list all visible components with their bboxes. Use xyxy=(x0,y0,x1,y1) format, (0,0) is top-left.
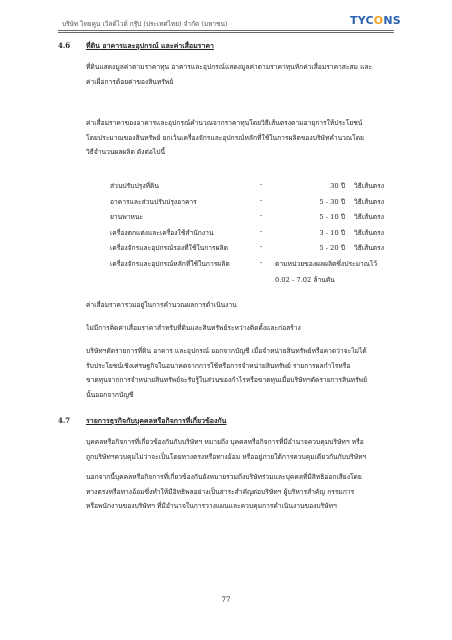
useful-life: 5 - 20 ปี xyxy=(319,244,345,253)
units-of-production-note: ตามหน่วยของผลผลิตซึ่งประมาณไว้ xyxy=(275,259,378,268)
useful-life: 5 - 30 ปี xyxy=(319,197,345,206)
method: วิธีเส้นตรง xyxy=(354,182,384,190)
dash: - xyxy=(260,211,263,220)
running-header: บริษัท ไทยคูน เวิลด์ไวด์ กรุ๊ป (ประเทศไทย) จำกัด (มหาชน) xyxy=(62,20,228,28)
useful-life: 30 ปี xyxy=(330,182,345,190)
dash: - xyxy=(260,257,263,266)
dash: - xyxy=(260,226,263,235)
table-row xyxy=(110,227,400,243)
section-title: ที่ดิน อาคารและอุปกรณ์ และค่าเสื่อมราคา xyxy=(86,41,214,50)
text-line: รับประโยชน์เชิงเศรษฐกิจในอนาคตจากการใช้หรือการจำหน่ายสินทรัพย์ รายการผลกำไรหรือ xyxy=(86,361,351,370)
asset-name: เครื่องจักรและอุปกรณ์หลักที่ใช้ในการผลิต xyxy=(110,259,230,268)
text-line: ไม่มีการคิดค่าเสื่อมราคาสำหรับที่ดินและสินทรัพย์ระหว่างติดตั้งและก่อสร้าง xyxy=(86,324,301,332)
text-line: หรือพนักงานของบริษัทฯ ที่มีอำนาจในการวางแผนและควบคุมการดำเนินงานของบริษัทฯ xyxy=(86,502,337,511)
paragraph-depreciation xyxy=(86,116,392,160)
asset-name: เครื่องจักรและอุปกรณ์รองที่ใช้ในการผลิต xyxy=(110,244,228,253)
section-number: 4.6 xyxy=(58,41,71,50)
method: วิธีเส้นตรง xyxy=(354,197,384,206)
section-title: รายการธุรกิจกับบุคคลหรือกิจการที่เกี่ยวข้องกัน xyxy=(86,416,227,425)
method: วิธีเส้นตรง xyxy=(354,228,384,237)
text-line: ค่าเสื่อมราคารวมอยู่ในการคำนวณผลการดำเนินงาน xyxy=(86,301,237,309)
useful-life: 3 - 10 ปี xyxy=(319,228,345,237)
method: วิธีเส้นตรง xyxy=(354,244,384,253)
paragraph-related-parties-extended xyxy=(86,470,392,514)
paragraph-no-depreciation-land xyxy=(86,321,392,336)
text-line: ค่าเผื่อการด้อยค่าของสินทรัพย์ xyxy=(86,77,174,86)
text-line: ที่ดินแสดงมูลค่าตามราคาทุน อาคารและอุปกรณ์แสดงมูลค่าตามราคาทุนหักค่าเสื่อมราคาสะสม และ xyxy=(86,63,373,71)
method: วิธีเส้นตรง xyxy=(354,213,384,222)
asset-name: ส่วนปรับปรุงที่ดิน xyxy=(110,182,159,190)
paragraph-related-parties xyxy=(86,435,392,464)
dash: - xyxy=(260,180,263,188)
table-row xyxy=(110,258,400,274)
table-row xyxy=(110,211,400,227)
dash: - xyxy=(260,195,263,204)
text-line: ค่าเสื่อมราคาของอาคารและอุปกรณ์คำนวณจากราคาทุนโดยวิธีเส้นตรงตามอายุการให้ประโยชน์ xyxy=(86,119,363,127)
page-number: 77 xyxy=(221,596,231,604)
table-row xyxy=(110,196,400,212)
table-row xyxy=(110,180,400,196)
asset-name: อาคารและส่วนปรับปรุงอาคาร xyxy=(110,197,197,206)
table-row xyxy=(110,242,400,258)
production-range: 0.02 - 7.02 ล้านตัน xyxy=(275,275,335,284)
text-line: ถูกบริษัทฯควบคุมไม่ว่าจะเป็นโดยทางตรงหรือทางอ้อม หรืออยู่ภายใต้การควบคุมเดียวกันกับบริษัทฯ xyxy=(86,452,367,461)
text-line: ขาดทุนจากการจำหน่ายสินทรัพย์จะรับรู้ในส่วนของกำไรหรือขาดทุนเมื่อบริษัทฯตัดรายการสินทรัพย์ xyxy=(86,376,367,385)
table-row xyxy=(110,274,400,290)
header-rule xyxy=(58,30,394,31)
useful-life: 5 - 10 ปี xyxy=(319,213,345,222)
useful-life-table xyxy=(110,180,400,289)
text-line: ทางตรงหรือทางอ้อมซึ่งทำให้มีอิทธิพลอย่างเป็นสาระสำคัญต่อบริษัทฯ ผู้บริหารสำคัญ กรรมการ xyxy=(86,487,355,496)
dash: - xyxy=(260,242,263,251)
paragraph-land-valuation xyxy=(86,60,392,89)
text-line: บุคคลหรือกิจการที่เกี่ยวข้องกันกับบริษัทฯ หมายถึง บุคคลหรือกิจการที่มีอำนาจควบคุมบริษัทฯ หรือ xyxy=(86,438,364,446)
text-line: วิธีจำนวนผลผลิต ดังต่อไปนี้ xyxy=(86,148,166,157)
header-rule-inner xyxy=(58,32,394,33)
text-line: นั้นออกจากบัญชี xyxy=(86,390,134,399)
company-logo: TYCONS xyxy=(350,14,401,27)
text-line: โดยประมาณของสินทรัพย์ ยกเว้นเครื่องจักรและอุปกรณ์หลักที่ใช้ในการผลิตของบริษัทคำนวณโดย xyxy=(86,133,364,142)
text-line: บริษัทฯตัดรายการที่ดิน อาคาร และอุปกรณ์ ออกจากบัญชี เมื่อจำหน่ายสินทรัพย์หรือคาดว่าจะไม่ได้ xyxy=(86,347,367,355)
section-number: 4.7 xyxy=(58,416,71,425)
paragraph-derecognition xyxy=(86,344,392,402)
asset-name: เครื่องตกแต่งและเครื่องใช้สำนักงาน xyxy=(110,228,214,237)
asset-name: ยานพาหนะ xyxy=(110,213,143,222)
paragraph-depreciation-included xyxy=(86,298,392,313)
text-line: นอกจากนี้บุคคลหรือกิจการที่เกี่ยวข้องกันยังหมายรวมถึงบริษัทร่วมและบุคคลที่มีสิทธิออกเสียงโดย xyxy=(86,473,362,481)
